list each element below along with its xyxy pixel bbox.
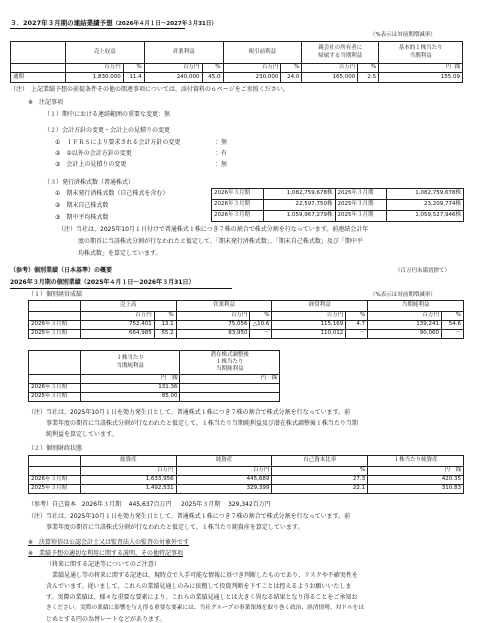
standalone-underline <box>10 288 232 289</box>
shares-value: 23,209,774株 <box>387 200 464 211</box>
forecast-unit-eps <box>379 64 463 73</box>
accounting-change-label: ② ①以外の会計方針の変更 <box>55 150 132 157</box>
standalone-corner <box>29 301 81 312</box>
fin-cell: 1,633,956 <box>80 476 176 485</box>
standalone-cell: 83,950 <box>176 330 250 339</box>
shares-label: ③ 期中平均株式数 <box>55 214 109 221</box>
fin-unit: 円 銭 <box>368 467 464 476</box>
accounting-change-label: ① ＩＦＲＳにより要求される会計方針の変更 <box>55 139 181 146</box>
fin-header-equity-ratio: 自己資本比率 <box>272 456 368 467</box>
shares-label: ① 期末発行済株式数（自己株式を含む） <box>55 190 169 197</box>
fin-cell: 1,492,531 <box>80 485 176 494</box>
shares-note-line: 均株式数」を算定しています。 <box>78 250 162 257</box>
standalone-unit: 百万円 <box>80 312 154 321</box>
standalone-header-operating: 営業利益 <box>176 301 272 312</box>
standalone-cell: － <box>441 330 463 339</box>
standalone-unit: % <box>441 312 463 321</box>
forecast-period: （2026年４月１日～2027年３月31日） <box>112 21 217 27</box>
standalone-cell: 4.7 <box>346 321 368 330</box>
eps-header-basic: １株当たり 当期純利益 <box>80 351 180 375</box>
standalone-cell: △10.6 <box>250 321 272 330</box>
forecast-unit: 百万円 <box>302 64 358 73</box>
equity-value: 329,342百万円 <box>227 501 271 508</box>
caution-subtitle: （将来に関する記述等についてのご注意） <box>46 561 160 568</box>
accounting-change-value: ：無 <box>215 161 228 168</box>
forecast-unit: 百万円 <box>65 64 123 73</box>
shares-label: ② 期末自己株式数 <box>55 202 109 209</box>
forecast-percent-note: （%表示は対前期増減率） <box>370 32 436 38</box>
standalone-cell: 90,060 <box>368 330 442 339</box>
fin-cell: 310.83 <box>368 485 464 494</box>
standalone-unit: % <box>346 312 368 321</box>
notes-heading: ※ 注記事項 <box>28 99 64 106</box>
shares-value: 1,059,967,279株 <box>263 211 335 222</box>
fin-cell: 445,689 <box>176 476 272 485</box>
fin-header-assets: 総資産 <box>80 456 176 467</box>
shares-period: 2025年３月期 <box>335 211 387 222</box>
forecast-unit: % <box>123 64 144 73</box>
standalone-cell: 13.1 <box>154 321 176 330</box>
standalone-unit: % <box>250 312 272 321</box>
shares-note-line: 度の期首に当該株式分割が行なわれたと仮定して、「期末発行済株式数」、「期末自己株式数」及び「期中平 <box>78 238 363 245</box>
caution-line: じめとする円の為替レートなどがあります。 <box>46 616 166 623</box>
standalone-section-2: （２）個別財政状態 <box>28 445 83 452</box>
equity-label: （参考）自己資本 <box>28 501 77 508</box>
shares-period: 2026年３月期 <box>212 211 264 222</box>
caution-line: す。実際の業績は、様々な重要な要素により、これらの業績見通しとは大きく異なる結果となり得ることをご承知お <box>46 594 358 601</box>
forecast-header-net: 親会社の所有者に 帰属する当期利益 <box>302 42 379 64</box>
accounting-change-label: ③ 会計上の見積りの変更 <box>55 161 127 168</box>
forecast-unit: 銭 <box>454 64 460 71</box>
forecast-title-text: ３．2027年３月期の連結業績予想 <box>10 19 113 27</box>
eps-note-line: 事業年度の期首に当該株式分割が行なわれたと仮定して、１株当たり当期純利益及び潜在株式調整後１株当たり当期 <box>46 420 358 427</box>
standalone-cell: 664,985 <box>80 330 154 339</box>
forecast-footnote: （注） 上記業績予想の前提条件その他の関連事項については、添付資料の６ページをご参照ください。 <box>10 86 289 93</box>
shares-period: 2026年３月期 <box>212 200 264 211</box>
forecast-unit: % <box>281 64 302 73</box>
eps-row-label: 2026年３月期 <box>29 384 81 393</box>
forecast-unit: % <box>358 64 379 73</box>
fin-unit-blank <box>29 467 81 476</box>
fin-header-bps: １株当たり純資産 <box>368 456 464 467</box>
fin-header-net-assets: 純資産 <box>176 456 272 467</box>
shares-value: 1,082,759,678株 <box>387 189 464 200</box>
standalone-cell: 54.6 <box>441 321 463 330</box>
eps-unit-blank <box>29 375 81 384</box>
fin-row-label: 2025年３月期 <box>29 485 81 494</box>
standalone-unit: 百万円 <box>176 312 250 321</box>
eps-header-diluted: 潜在株式調整後 １株当たり 当期純利益 <box>180 351 280 375</box>
audit-statement: ※ 決算短信は公認会計士又は監査法人の監査の対象外です <box>28 539 190 546</box>
forecast-unit: % <box>202 64 223 73</box>
forecast-header-operating: 営業利益 <box>144 42 223 64</box>
fin-corner <box>29 456 81 467</box>
eps-cell <box>180 393 280 402</box>
standalone-period-title: 2026年３月期の個別業績（2025年４月１日～2026年３月31日） <box>10 279 195 286</box>
standalone-row-label: 2026年３月期 <box>29 321 81 330</box>
equity-period: 2025年３月期 <box>181 501 221 508</box>
forecast-cell: 155.09 <box>379 73 463 83</box>
standalone-section-1: （１）個別経営成績 <box>28 291 83 298</box>
eps-unit: 円 銭 <box>180 375 280 384</box>
fin-cell: 420.35 <box>368 476 464 485</box>
forecast-unit: 百万円 <box>223 64 281 73</box>
accounting-change-value: ：有 <box>215 150 228 157</box>
accounting-change-value: ：無 <box>215 139 228 146</box>
shares-period: 2025年３月期 <box>335 189 387 200</box>
fin-cell: 27.3 <box>272 476 368 485</box>
fin-unit: % <box>272 467 368 476</box>
eps-note-line: 純利益を算定しています。 <box>46 431 118 438</box>
standalone-unit: % <box>154 312 176 321</box>
forecast-header-pretax: 税引前利益 <box>223 42 302 64</box>
standalone-row-label: 2025年３月期 <box>29 330 81 339</box>
standalone-eps-table <box>28 350 280 402</box>
fin-note-line: 事業年度の期首に当該株式分割が行なわれたと仮定して、１株当たり純資産を算定しています。 <box>46 524 304 531</box>
eps-corner <box>29 351 81 375</box>
forecast-cell: 230,000 <box>223 73 281 83</box>
equity-reference <box>28 502 271 508</box>
shares-period: 2026年３月期 <box>212 189 264 200</box>
equity-value: 445,637百万円 <box>128 501 172 508</box>
caution-line: 業績見通し等の将来に関する記述は、現時点で入手可能な情報に基づき判断したものであり、リスクや不確実性を <box>52 572 358 579</box>
standalone-results-table <box>28 300 464 339</box>
standalone-unit-note: （百万円未満切捨て） <box>395 268 451 274</box>
forecast-unit: 百万円 <box>144 64 202 73</box>
forecast-header-eps: 基本的１株当たり 当期利益 <box>379 42 463 64</box>
forecast-cell: 11.4 <box>123 73 144 83</box>
standalone-header-sales: 売上高 <box>80 301 176 312</box>
eps-row-label: 2025年３月期 <box>29 393 81 402</box>
forecast-title <box>10 20 217 28</box>
standalone-cell: 139,241 <box>368 321 442 330</box>
standalone-cell: 115,169 <box>272 321 346 330</box>
standalone-cell: 55.2 <box>154 330 176 339</box>
notes-item-2: （２）会計方針の変更・会計上の見積りの変更 <box>44 127 171 134</box>
fin-note-line: （注）当社は、2025年10月１日を効力発生日として、普通株式１株につき７株の割合で株式分割を行なっています。前 <box>28 513 351 520</box>
notes-item-1: （１）期中における連結範囲の重要な変更：無 <box>44 111 171 118</box>
standalone-percent-note: （%表示は対前期増減率） <box>370 292 436 298</box>
fin-unit: 百万円 <box>176 467 272 476</box>
shares-note-line: （注）当社は、2025年10月１日付けで普通株式１株につき７株の割合で株式分割を行なっています。前連結会計年 <box>58 226 369 233</box>
standalone-header-net: 当期純利益 <box>368 301 464 312</box>
forecast-cell: 2.5 <box>358 73 379 83</box>
eps-cell: 85.00 <box>80 393 180 402</box>
fin-unit: 百万円 <box>80 467 176 476</box>
eps-cell: 131.36 <box>80 384 180 393</box>
standalone-header-ordinary: 経常利益 <box>272 301 368 312</box>
caution-title: ※ 業績予想の適切な利用に関する説明、その他特記事項 <box>28 550 184 557</box>
standalone-title: （参考）個別業績（日本基準）の概要 <box>10 267 113 274</box>
forecast-cell: 45.0 <box>202 73 223 83</box>
financial-position-table <box>28 455 464 494</box>
eps-unit: 円 銭 <box>80 375 180 384</box>
fin-cell: 22.1 <box>272 485 368 494</box>
standalone-cell: 110,012 <box>272 330 346 339</box>
shares-value: 1,059,527,946株 <box>387 211 464 222</box>
forecast-cell: 240,000 <box>144 73 202 83</box>
forecast-cell: 165,000 <box>302 73 358 83</box>
fin-cell: 329,399 <box>176 485 272 494</box>
forecast-header-revenue: 売上収益 <box>65 42 144 64</box>
equity-period: 2026年３月期 <box>81 501 122 508</box>
standalone-unit-blank <box>29 312 81 321</box>
standalone-unit: 百万円 <box>272 312 346 321</box>
shares-table <box>211 188 464 222</box>
shares-value: 1,082,759,678株 <box>263 189 335 200</box>
forecast-row-label: 通期 <box>11 73 66 83</box>
standalone-cell: － <box>250 330 272 339</box>
forecast-unit: 円 <box>445 64 451 71</box>
shares-value: 22,597,750株 <box>263 200 335 211</box>
shares-period: 2025年３月期 <box>335 200 387 211</box>
forecast-unit-blank <box>11 64 66 73</box>
standalone-cell: 75,056 <box>176 321 250 330</box>
forecast-cell: 24.0 <box>281 73 302 83</box>
notes-item-3: （３）発行済株式数（普通株式） <box>44 179 135 186</box>
forecast-corner <box>11 42 66 64</box>
standalone-cell: 752,401 <box>80 321 154 330</box>
eps-note-line: （注）当社は、2025年10月１日を効力発生日として、普通株式１株につき７株の割合で株式分割を行なっています。前 <box>28 409 351 416</box>
caution-line: 含んでいます。従いまして、これらの業績見通しのみに依拠して投資判断を下すことは控えるようお願いいたしま <box>46 583 352 590</box>
eps-cell <box>180 384 280 393</box>
standalone-unit: 百万円 <box>368 312 442 321</box>
forecast-table <box>10 41 463 83</box>
caution-line: きください。実際の業績に影響を与え得る重要な要素には、当社グループの事業領域を取り巻く政治、経済情勢、対ドルをは <box>46 605 365 611</box>
forecast-cell: 1,830,000 <box>65 73 123 83</box>
fin-row-label: 2026年３月期 <box>29 476 81 485</box>
standalone-cell: － <box>346 330 368 339</box>
forecast-title-underline <box>10 28 185 29</box>
